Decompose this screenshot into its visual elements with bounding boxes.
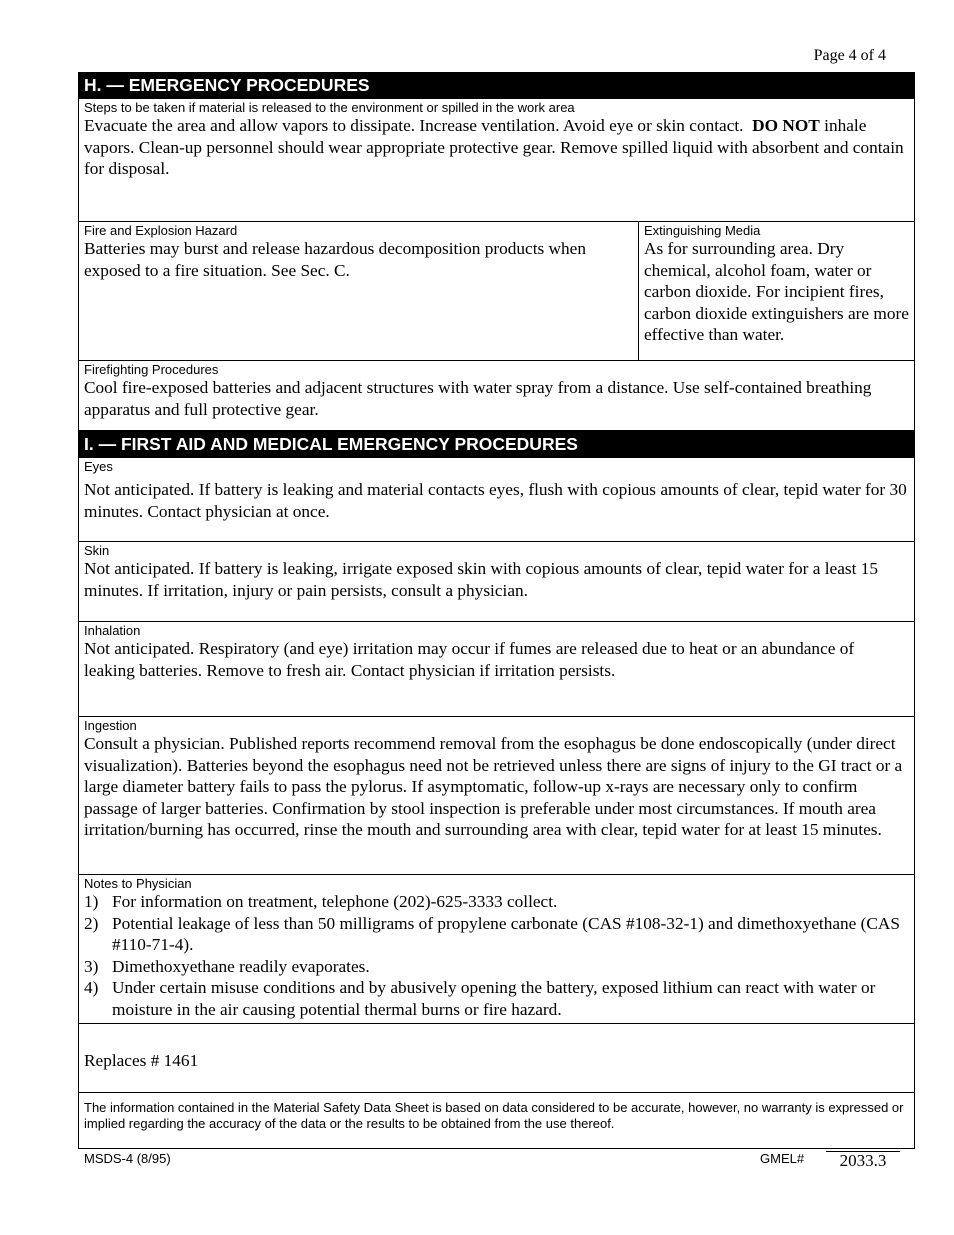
firefighting-label: Firefighting Procedures [84, 362, 219, 377]
notes-box [78, 875, 915, 1024]
notes-label: Notes to Physician [84, 876, 192, 891]
firefighting-text: Cool fire-exposed batteries and adjacent structures with water spray from a distance. Use self-contained breathing apparatus and full protective gear. [84, 378, 872, 419]
eyes-box [78, 458, 915, 542]
notes-list [84, 891, 909, 1021]
note-text: Potential leakage of less than 50 milligrams of propylene carbonate (CAS #108-32-1) and dimethoxyethane (CAS #110-71-4). [112, 913, 901, 955]
spill-text: Evacuate the area and allow vapors to dissipate. Increase ventilation. Avoid eye or skin contact. DO NOT inhale vapors. Clean-up personnel should wear appropriate protective gear. Remove spilled liquid with absorbent and contain for disposal. [84, 116, 904, 179]
page-number: Page 4 of 4 [813, 47, 886, 64]
disclaimer-box [78, 1093, 915, 1149]
ingestion-text: Consult a physician. Published reports recommend removal from the esophagus be done endoscopically (under direct visualization). Batteries beyond the esophagus need not be retrieved unless there are signs of injury to the GI tract or a large diameter battery fails to pass the pylorus. If asymptomatic, follow-up x-rays are necessary only to confirm passage of larger batteries. Confirmation by stool inspection is preferable under most circumstances. If mouth area irritation/burning has occurred, rinse the mouth and surrounding area with clear, tepid water for at least 15 minutes. [84, 734, 903, 840]
fire-hazard-text: Batteries may burst and release hazardous decomposition products when exposed to a fire situation. See Sec. C. [84, 239, 586, 280]
gmel-number: 2033.3 [826, 1151, 900, 1172]
note-number: 1) [84, 892, 99, 911]
note-text: Under certain misuse conditions and by abusively opening the battery, exposed lithium can react with water or moisture in the air causing potential thermal burns or fire hazard. [112, 978, 876, 1019]
firefighting-box [78, 361, 915, 431]
note-item [84, 891, 909, 913]
ingestion-label: Ingestion [84, 718, 137, 733]
skin-box [78, 542, 915, 622]
skin-text: Not anticipated. If battery is leaking, irrigate exposed skin with copious amounts of clear, tepid water for a least 15 minutes. If irritation, injury or pain persists, consult a physician. [84, 559, 879, 600]
gmel-label: GMEL# [760, 1151, 805, 1166]
fire-hazard-cell [79, 222, 639, 360]
skin-label: Skin [84, 543, 110, 558]
section-h-header: H. — EMERGENCY PROCEDURES [78, 72, 915, 99]
extinguishing-media-text: As for surrounding area. Dry chemical, alcohol foam, water or carbon dioxide. For incipient fires, carbon dioxide extinguishers are more effective than water. [644, 239, 909, 345]
extinguishing-media-label: Extinguishing Media [644, 223, 761, 238]
note-number: 4) [84, 978, 99, 998]
fire-row [78, 222, 915, 361]
fire-hazard-label: Fire and Explosion Hazard [84, 223, 238, 238]
note-number: 2) [84, 913, 99, 933]
form-number: MSDS-4 (8/95) [84, 1151, 171, 1166]
replaces-box [78, 1024, 915, 1093]
ingestion-box [78, 717, 915, 875]
note-text: Dimethoxyethane readily evaporates. [112, 956, 370, 976]
inhalation-box [78, 622, 915, 717]
section-i-header: I. — FIRST AID AND MEDICAL EMERGENCY PROCEDURES [78, 431, 915, 458]
note-item [84, 956, 909, 978]
note-number: 3) [84, 956, 99, 976]
do-not-emphasis: DO NOT [752, 116, 820, 135]
msds-sheet [78, 72, 915, 1149]
spill-box [78, 99, 915, 222]
eyes-label: Eyes [84, 459, 113, 474]
eyes-text: Not anticipated. If battery is leaking and material contacts eyes, flush with copious amounts of clear, tepid water for 30 minutes. Contact physician at once. [84, 480, 907, 521]
note-item [84, 977, 909, 1020]
form-footer [84, 1151, 904, 1170]
spill-label: Steps to be taken if material is released to the environment or spilled in the work area [84, 100, 575, 115]
replaces-text: Replaces # 1461 [84, 1051, 199, 1070]
disclaimer-text: The information contained in the Material Safety Data Sheet is based on data considered to be accurate, however, no warranty is expressed or implied regarding the accuracy of the data or the results to be obtained from the use thereof. [84, 1100, 904, 1131]
note-text: For information on treatment, telephone (202)-625-3333 collect. [112, 892, 558, 911]
inhalation-label: Inhalation [84, 623, 141, 638]
note-item [84, 913, 909, 956]
extinguishing-media-cell [639, 222, 914, 360]
inhalation-text: Not anticipated. Respiratory (and eye) irritation may occur if fumes are released due to heat or an abundance of leaking batteries. Remove to fresh air. Contact physician if irritation persists. [84, 639, 855, 680]
